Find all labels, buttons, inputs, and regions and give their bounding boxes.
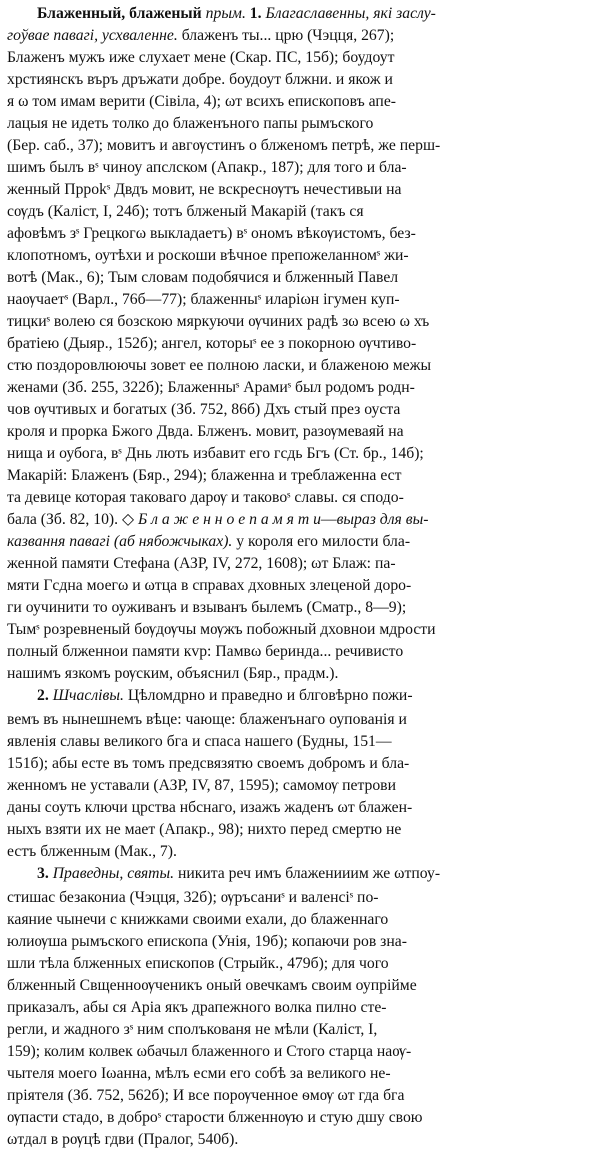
entry-line: [7, 223, 594, 245]
text-run: сѹдъ (Калiст, I, 24б); тотъ блженый Макарiй (такъ ся: [7, 203, 364, 220]
entry-line: [7, 443, 594, 465]
italic-text: Благаславенны, якi заслу-: [265, 5, 436, 22]
entry-line: [7, 377, 594, 399]
text-run: юлиѹша рымъского епископа (Унiя, 19б); копаючи ров зна-: [7, 933, 407, 950]
entry-line: [7, 267, 594, 289]
text-run: нaѹчаетˢ (Варл., 76б—77); блаженныˢ иларiωн iгумен куп-: [7, 291, 400, 308]
entry-line: [7, 47, 594, 69]
entry-line: [7, 775, 594, 797]
text-run: шли тѣла блженных епископов (Стрыйк., 479б); для чого: [7, 955, 389, 972]
entry-line: [7, 1107, 594, 1129]
text-run: никита реч имъ блаженииим же ωтпоу-: [174, 865, 441, 882]
sense-number: 3.: [37, 865, 49, 882]
text-run: каяние чынечи с книжками своими ехали, до блаженнаго: [7, 911, 389, 928]
text-run: кроля и прорка Бжого Двда. Блженъ. мовит, разѹмеваяй на: [7, 423, 404, 440]
headword: Блаженный, блаженый: [37, 5, 202, 22]
text-run: женномъ не уставали (АЗР, IV, 87, 1595); самомѹ петрови: [7, 777, 396, 794]
text-run: полный блженнои памяти кvр: Памвω беринда... речивисто: [7, 643, 404, 660]
entry-line: [7, 179, 594, 201]
entry-line: [7, 113, 594, 135]
text-run: (Бер. саб., 37); мовитъ и авгѹстинъ о блженомъ петрѣ, же перш-: [7, 137, 441, 154]
text-run: бала (Зб. 82, 10). ◇: [7, 511, 138, 528]
text-run: вотѣ (Мак., 6); Тым словам подобячися и блженный Павел: [7, 269, 399, 286]
entry-line: [7, 1019, 594, 1041]
entry-line: [7, 685, 594, 707]
entry-line: [7, 731, 594, 753]
sense-number: 2.: [37, 687, 49, 704]
italic-text: Б л а ж е н н о е п а м я т и: [137, 511, 321, 528]
entry-line: [7, 1129, 594, 1151]
entry-line: [7, 597, 594, 619]
text-run: нашимъ язкомъ рѹским, объяснил (Бяр., прадм.).: [7, 665, 339, 682]
entry-line: [7, 797, 594, 819]
text-run: тицкиˢ волею ся бозскою мяркуючи ѹчиних радѣ зω всею ω хъ: [7, 313, 430, 330]
text-run: женной памяти Стефана (АЗР, IV, 272, 1608); ωт Блаж: па-: [7, 555, 396, 572]
text-run: стю поздоровлюючы зовет ее полною ласки, и блаженою межы: [7, 357, 431, 374]
text-run: вемъ въ нынешнемъ вѣце: чающе: блаженънаго оупованiя и: [7, 711, 407, 728]
entry-line: [7, 69, 594, 91]
text-run: ωтдал в рѹцѣ гдви (Пралог, 540б).: [7, 1131, 239, 1148]
text-run: блаженъ ты... црю (Чэцця, 267);: [177, 27, 395, 44]
text-run: мяти Гсдна моегω и ωтца в справах дховных злеценой доро-: [7, 577, 412, 594]
text-run: блженный Свщенноѹченикъ оный овечкамъ своим оупрiйме: [7, 977, 417, 994]
entry-line: [7, 753, 594, 775]
entry-line: [7, 333, 594, 355]
italic-text: Шчаслівы.: [52, 687, 124, 704]
text-run: ги оучинити то оуживанъ и взыванъ былемъ (Сматр., 8—9);: [7, 599, 407, 616]
text-run: явленiя славы великого бга и спаса нашего (Будны, 151—: [7, 733, 392, 750]
entry-line: [7, 289, 594, 311]
italic-text: выраз для вы-: [336, 511, 429, 528]
text-run: 159); колим колвек ωбачыл блаженного и Стого старца наѹ-: [7, 1043, 412, 1060]
italic-text: гоўвае павагі, усхваленнe.: [7, 27, 178, 44]
entry-line: [7, 1085, 594, 1107]
entry-line: [7, 157, 594, 179]
entry-line: [7, 531, 594, 553]
entry-line: [7, 1063, 594, 1085]
text-run: женами (Зб. 255, 322б); Блаженныˢ Арамиˢ был родомъ родн-: [7, 379, 415, 396]
entry-line: [7, 863, 594, 885]
entry-line: [7, 91, 594, 113]
entry-line: [7, 953, 594, 975]
entry-line: [7, 997, 594, 1019]
text-run: Цѣломдрно и праведно и блговѣрно пожи-: [123, 687, 413, 704]
text-run: лацыя не идеть толко до блаженъного папы рымъского: [7, 115, 374, 132]
sense-number: 1.: [249, 5, 262, 22]
entry-line: [7, 399, 594, 421]
text-run: чытеля моего Iωанна, мѣлъ есми его собѣ за великого не-: [7, 1065, 391, 1082]
entry-line: [7, 909, 594, 931]
text-run: нища и оубога, вˢ Днь лють избавит его гсдь Бгъ (Ст. бр., 14б);: [7, 445, 424, 462]
text-run: Тымˢ розревненый бѹдѹчы мѹжъ побожный дховнои мдрости: [7, 621, 436, 638]
entry-line: [7, 975, 594, 997]
text-run: естъ блженным (Мак., 7).: [7, 843, 177, 860]
italic-text: прым.: [205, 5, 246, 22]
text-run: чов ѹчтивых и богатых (Зб. 752, 86б) Дхъ стый през оуста: [7, 401, 401, 418]
text-run: приказалъ, абы ся Арiа якъ драпежного волка пилно сте-: [7, 999, 387, 1016]
text-run: шимъ былъ вˢ чиноу апслском (Апакр., 187); для того и бла-: [7, 159, 407, 176]
text-run: клопотномъ, оутѣхи и роскоши вѣчное препожеланномˢ жи-: [7, 247, 409, 264]
text-run: братiею (Дыяр., 152б); ангел, которыˢ ее з покорною ѹчтиво-: [7, 335, 417, 352]
text-run: хрстиянскъ въръ дръжати добре. боудоут блжни. и якож и: [7, 71, 393, 88]
entry-line: [7, 641, 594, 663]
text-run: Блаженъ мужъ иже слухает мене (Скар. ПС, 15б); боудоут: [7, 49, 395, 66]
entry-line: [7, 465, 594, 487]
italic-text: Праведны, святы.: [52, 865, 175, 882]
text-run: та девице которая таковаго дарѹ и таковоˢ славы. ся сподо-: [7, 489, 404, 506]
entry-line: [7, 619, 594, 641]
entry-line: [7, 201, 594, 223]
text-run: я ω том имам верити (Сiвiла, 4); ωт всихъ епископовъ апе-: [7, 93, 397, 110]
entry-line: [7, 135, 594, 157]
text-run: стишас безакониа (Чэцця, 32б); ѹръсаниˢ и валенсiˢ по-: [7, 889, 379, 906]
entry-line: [7, 709, 594, 731]
entry-line: [7, 311, 594, 333]
entry-line: [7, 663, 594, 685]
entry-line: [7, 931, 594, 953]
entry-line: [7, 245, 594, 267]
entry-line: [7, 421, 594, 443]
text-run: ѹпасти стадо, в доброˢ старости блженнѹю и стую дшу свою: [7, 1109, 423, 1126]
entry-line: [7, 575, 594, 597]
entry-line: [7, 355, 594, 377]
text-run: 151б); абы есте въ томъ предсвязятю своемъ добромъ и бла-: [7, 755, 410, 772]
text-run: —: [320, 511, 337, 528]
entry-line: [7, 553, 594, 575]
text-run: Макарiй: Блаженъ (Бяр., 294); блаженна и треблаженна ест: [7, 467, 402, 484]
entry-line: [7, 841, 594, 863]
entry-line: [7, 3, 594, 25]
text-run: прiятеля (Зб. 752, 562б); И все порѹченное ѳмѹ ωт гда бга: [7, 1087, 405, 1104]
entry-line: [7, 487, 594, 509]
text-run: у короля его милости бла-: [232, 533, 411, 550]
entry-line: [7, 509, 594, 531]
italic-text: казвання павагі (аб нябожчыках).: [7, 533, 233, 550]
text-run: афовѣмъ зˢ Грецкогω выкладаетъ) вˢ ономъ вѣкѹистомъ, без-: [7, 225, 416, 242]
entry-line: [7, 25, 594, 47]
entry-line: [7, 819, 594, 841]
text-run: ныхъ взяти их не мает (Апакр., 98); нихто перед смертю не: [7, 821, 402, 838]
text-run: регли, и жадного зˢ ним сполъкованя не мѣли (Калiст, I,: [7, 1021, 378, 1038]
entry-line: [7, 887, 594, 909]
entry-line: [7, 1041, 594, 1063]
text-run: даны соуть ключи црства нбснаго, изажъ жаденъ ωт блажен-: [7, 799, 413, 816]
text-run: женный Прроkˢ Двдъ мовит, не вскреснѹтъ нечестивыи на: [7, 181, 402, 198]
